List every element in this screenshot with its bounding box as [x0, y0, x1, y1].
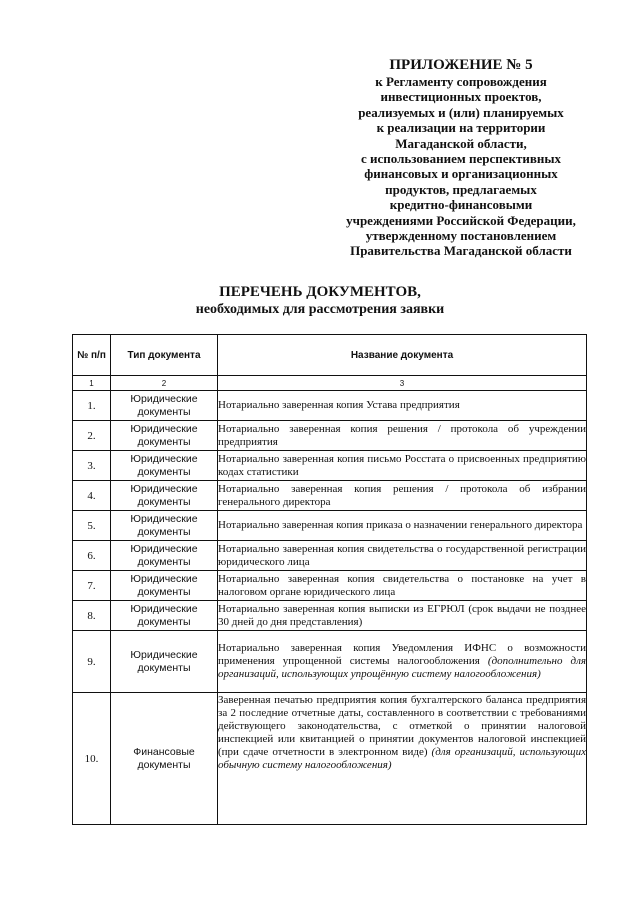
- row-name-text: Нотариально заверенная копия приказа о назначении генерального директора: [218, 519, 583, 531]
- appendix-line: Правительства Магаданской области: [350, 243, 572, 259]
- row-name-text: Нотариально заверенная копия свидетельства о государственной регистрации юридического лица: [218, 542, 586, 568]
- documents-table: [72, 334, 587, 825]
- appendix-line: к реализации на территории: [376, 120, 546, 136]
- table-row: [73, 631, 587, 693]
- header-num: № п/п: [73, 335, 111, 376]
- row-name-text: Нотариально заверенная копия Уведомления ИФНС о возможности применения упрощенной системы налогообложения: [218, 642, 586, 667]
- row-type: Юридические документы: [111, 631, 218, 693]
- table-row: [73, 451, 587, 481]
- row-note: (для организаций, использующих обычную систему налогообложения): [218, 746, 586, 771]
- row-name: [218, 511, 587, 541]
- row-name: [218, 391, 587, 421]
- row-type: Юридические документы: [111, 541, 218, 571]
- appendix-line: утвержденному постановлением: [365, 228, 557, 244]
- row-name: [218, 421, 587, 451]
- row-num: 5.: [73, 511, 111, 541]
- appendix-line: финансовых и организационных: [364, 166, 558, 182]
- column-number: 2: [111, 376, 218, 391]
- row-num: 6.: [73, 541, 111, 571]
- row-type: Юридические документы: [111, 421, 218, 451]
- row-note: (дополнительно для организаций, использующих упрощённую систему налогообложения): [218, 655, 586, 680]
- table-row: [73, 601, 587, 631]
- appendix-line: инвестиционных проектов,: [380, 89, 542, 105]
- row-type: Финансовые документы: [111, 693, 218, 825]
- column-number: 1: [73, 376, 111, 391]
- row-name: [218, 541, 587, 571]
- table-row: [73, 693, 587, 825]
- row-type: Юридические документы: [111, 451, 218, 481]
- row-type: Юридические документы: [111, 511, 218, 541]
- row-name: [218, 601, 587, 631]
- header-name: Название документа: [218, 335, 587, 376]
- table-header-row: [73, 335, 587, 376]
- table-row: [73, 421, 587, 451]
- table-row: [73, 481, 587, 511]
- row-num: 1.: [73, 391, 111, 421]
- table-row: [73, 571, 587, 601]
- column-number-row: [73, 376, 587, 391]
- row-name-text: Нотариально заверенная копия Устава предприятия: [218, 399, 460, 411]
- table-row: [73, 391, 587, 421]
- page-subtitle: необходимых для рассмотрения заявки: [195, 302, 445, 317]
- row-name-text: Нотариально заверенная копия решения / протокола об учреждении предприятия: [218, 422, 586, 448]
- row-name-text: Заверенная печатью предприятия копия бухгалтерского баланса предприятия за 2 последние отчетные даты, составленного в соответствии с требованиями действующего законодательства, с отметкой о принятии налоговой инспекцией или квитанцией о принятии документов налоговой инспекцией (при сдаче отчетности в электронном виде): [218, 694, 586, 758]
- row-num: 3.: [73, 451, 111, 481]
- row-name: [218, 693, 587, 825]
- row-type: Юридические документы: [111, 481, 218, 511]
- table-row: [73, 511, 587, 541]
- row-num: 2.: [73, 421, 111, 451]
- appendix-line: с использованием перспективных: [360, 151, 561, 167]
- appendix-header: [318, 56, 604, 259]
- row-num: 9.: [73, 631, 111, 693]
- column-number: 3: [218, 376, 587, 391]
- row-name: [218, 571, 587, 601]
- row-num: 4.: [73, 481, 111, 511]
- appendix-line: реализуемых и (или) планируемых: [358, 104, 564, 120]
- appendix-title: ПРИЛОЖЕНИЕ № 5: [389, 57, 533, 73]
- row-name-text: Нотариально заверенная копия письмо Росстата о присвоенных предприятию кодах статистики: [218, 452, 586, 478]
- header-type: Тип документа: [111, 335, 218, 376]
- row-num: 8.: [73, 601, 111, 631]
- row-name: [218, 451, 587, 481]
- appendix-line: продуктов, предлагаемых: [385, 181, 537, 197]
- row-type: Юридические документы: [111, 601, 218, 631]
- appendix-line: кредитно-финансовыми: [389, 197, 533, 213]
- row-num: 7.: [73, 571, 111, 601]
- row-name-text: Нотариально заверенная копия выписки из ЕГРЮЛ (срок выдачи не позднее 30 дней до дня представления): [218, 602, 586, 628]
- appendix-line: к Регламенту сопровождения: [375, 74, 547, 89]
- appendix-line: учреждениями Российской Федерации,: [346, 212, 576, 228]
- table-row: [73, 541, 587, 571]
- row-name: [218, 481, 587, 511]
- document-heading: [0, 283, 640, 319]
- appendix-line: Магаданской области,: [395, 135, 527, 151]
- page-title: ПЕРЕЧЕНЬ ДОКУМЕНТОВ,: [219, 284, 421, 300]
- row-type: Юридические документы: [111, 571, 218, 601]
- row-num: 10.: [73, 693, 111, 825]
- row-name: [218, 631, 587, 693]
- row-name-text: Нотариально заверенная копия решения / протокола об избрании генерального директора: [218, 482, 586, 508]
- row-type: Юридические документы: [111, 391, 218, 421]
- row-name-text: Нотариально заверенная копия свидетельства о постановке на учет в налоговом органе юридического лица: [218, 572, 586, 598]
